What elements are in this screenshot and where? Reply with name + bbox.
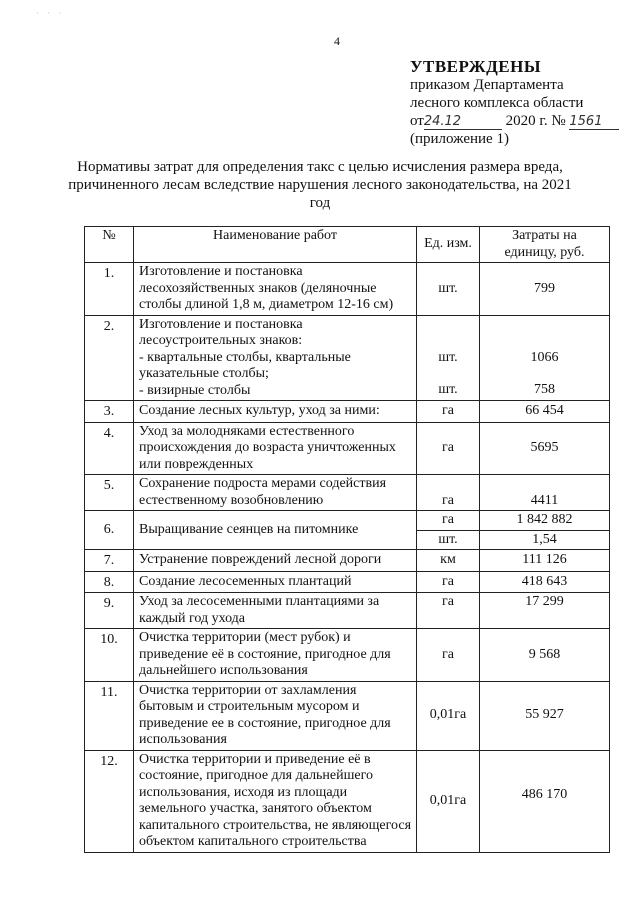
row-no: 7.: [85, 550, 134, 572]
row-unit-1: шт.: [438, 349, 458, 365]
table-row: [85, 401, 610, 423]
table-row: [85, 750, 610, 852]
row-no: 3.: [85, 401, 134, 423]
row-name: Создание лесосеменных плантаций: [134, 571, 417, 593]
row-cost-2: 1,54: [480, 530, 610, 550]
row-no: 10.: [85, 629, 134, 682]
year-text: 2020 г. №: [505, 113, 566, 129]
row-cost: 55 927: [480, 681, 610, 750]
table-row: [85, 263, 610, 316]
approval-block: [410, 58, 619, 148]
row-name: Уход за лесосеменными плантациями за каждый год ухода: [134, 593, 417, 629]
row-name: Сохранение подроста мерами содействия естественному возобновлению: [134, 475, 417, 511]
row-name: Уход за молодняками естественного происхождения до возраста уничтоженных или поврежденных: [134, 422, 417, 475]
row-cost: 4411: [480, 475, 610, 511]
row-cost-1: 1066: [530, 349, 559, 365]
row-unit-1: га: [417, 511, 480, 531]
row-unit: га: [417, 422, 480, 475]
date-prefix: от: [410, 113, 424, 129]
table-row: [85, 511, 610, 531]
row-unit: га: [417, 593, 480, 629]
row-unit-2: шт.: [417, 530, 480, 550]
table-header-row: [85, 227, 610, 263]
approval-date-line: [410, 112, 619, 130]
row-name-line: - квартальные столбы, квартальные: [139, 349, 351, 365]
row-name: Очистка территории (мест рубок) и приведение её в состояние, пригодное для дальнейшего использования: [134, 629, 417, 682]
header-name: Наименование работ: [134, 227, 417, 263]
row-cost: 5695: [480, 422, 610, 475]
row-unit-2: шт.: [438, 382, 458, 398]
row-name-line: - визирные столбы: [139, 382, 251, 398]
row-unit: га: [417, 571, 480, 593]
row-no: 2.: [85, 315, 134, 401]
table-row: [85, 315, 610, 401]
table-row: [85, 593, 610, 629]
row-unit: км: [417, 550, 480, 572]
header-no: №: [85, 227, 134, 263]
table-row: [85, 475, 610, 511]
row-cost: 9 568: [480, 629, 610, 682]
approval-heading: УТВЕРЖДЕНЫ: [410, 57, 542, 76]
row-no: 12.: [85, 750, 134, 852]
row-name-line: лесоустроительных знаков:: [139, 333, 303, 348]
row-no: 9.: [85, 593, 134, 629]
header-cost: Затраты на единицу, руб.: [480, 227, 610, 263]
row-unit: га: [417, 401, 480, 423]
row-cost: [480, 315, 610, 401]
row-cost: 17 299: [480, 593, 610, 629]
row-name: Очистка территории от захламления бытовым и строительным мусором и приведение ее в состояние, пригодное для использования: [134, 681, 417, 750]
row-cost: 486 170: [480, 750, 610, 852]
handwritten-number: 1561: [569, 115, 619, 130]
table-row: [85, 571, 610, 593]
corner-mark: · · ·: [36, 8, 65, 18]
row-no: 11.: [85, 681, 134, 750]
table-row: [85, 550, 610, 572]
approval-line-2: лесного комплекса области: [410, 95, 584, 111]
norms-table: [84, 226, 610, 853]
row-cost-2: 758: [534, 382, 555, 398]
row-name: Создание лесных культур, уход за ними:: [134, 401, 417, 423]
row-unit: [417, 315, 480, 401]
header-unit: Ед. изм.: [417, 227, 480, 263]
row-name: Очистка территории и приведение её в состояние, пригодное для дальнейшего использования, исходя из площади земельного участка, занятого объектом капитального строительства, не являющегося объектом капитального строительства: [134, 750, 417, 852]
row-cost-1: 1 842 882: [480, 511, 610, 531]
approval-line-1: приказом Департамента: [410, 77, 564, 93]
row-unit: шт.: [417, 263, 480, 316]
row-name-line: указательные столбы;: [139, 366, 269, 381]
table-row: [85, 422, 610, 475]
row-cost: 111 126: [480, 550, 610, 572]
row-unit: га: [417, 629, 480, 682]
row-no: 8.: [85, 571, 134, 593]
row-no: 1.: [85, 263, 134, 316]
row-name: Изготовление и постановка лесохозяйственных знаков (деляночные столбы длиной 1,8 м, диаметром 12-16 см): [134, 263, 417, 316]
row-unit: 0,01га: [417, 750, 480, 852]
row-cost: 66 454: [480, 401, 610, 423]
document-title: Нормативы затрат для определения такс с целью исчисления размера вреда, причиненного лесам вследствие нарушения лесного законодательства, на 2021 год: [68, 159, 572, 211]
table-row: [85, 629, 610, 682]
approval-appendix: (приложение 1): [410, 131, 509, 147]
table-row: [85, 681, 610, 750]
row-no: 4.: [85, 422, 134, 475]
row-cost: 799: [480, 263, 610, 316]
row-name: Выращивание сеянцев на питомнике: [134, 511, 417, 550]
row-name: [134, 315, 417, 401]
row-name: Устранение повреждений лесной дороги: [134, 550, 417, 572]
row-no: 5.: [85, 475, 134, 511]
handwritten-date: 24.12: [424, 115, 502, 130]
row-name-line: Изготовление и постановка: [139, 316, 303, 332]
row-unit: 0,01га: [417, 681, 480, 750]
row-cost: 418 643: [480, 571, 610, 593]
row-unit: га: [417, 475, 480, 511]
page-number: 4: [334, 34, 340, 48]
row-no: 6.: [85, 511, 134, 550]
